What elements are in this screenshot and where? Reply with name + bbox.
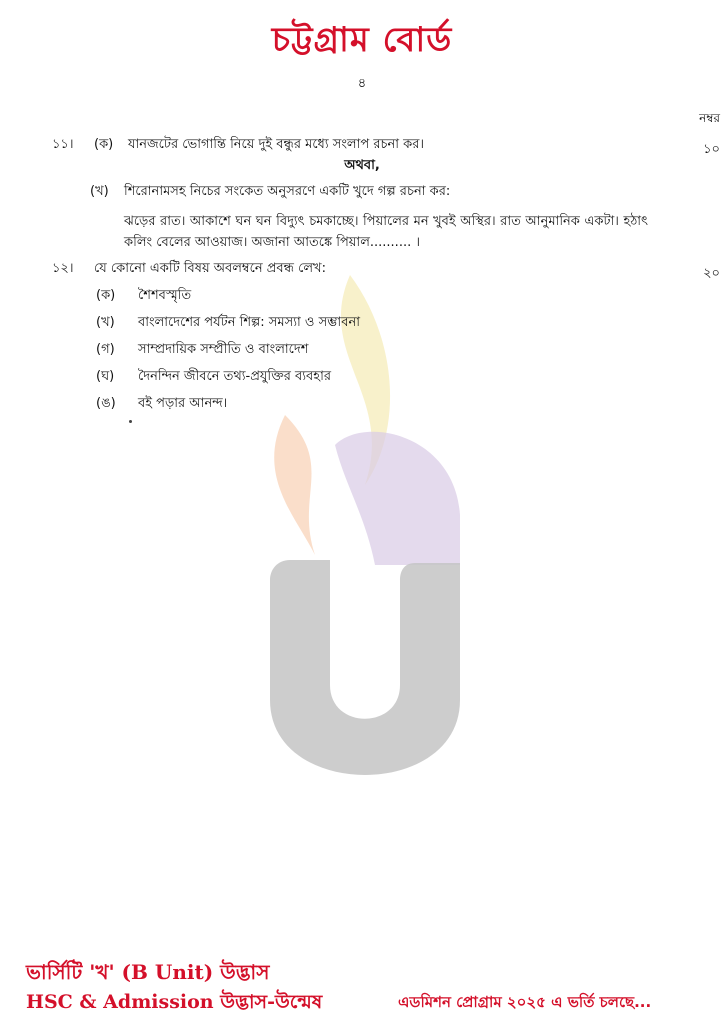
- page-number: ৪: [357, 76, 367, 91]
- footer-admission-line: HSC & Admission উদ্ভাস-উন্মেষ: [26, 991, 323, 1013]
- marks-q12: ২০: [703, 266, 720, 281]
- question-number: ১২।: [52, 261, 74, 276]
- stray-dot: [129, 420, 132, 423]
- essay-option: (গ) সাম্প্রদায়িক সম্প্রীতি ও বাংলাদেশ: [96, 342, 309, 357]
- question-number: ১১।: [52, 137, 74, 152]
- question-text: যে কোনো একটি বিষয় অবলম্বনে প্রবন্ধ লেখ:: [94, 261, 326, 276]
- board-title: চট্টগ্রাম বোর্ড: [271, 20, 453, 60]
- story-cue-paragraph: ঝড়ের রাত। আকাশে ঘন ঘন বিদ্যুৎ চমকাচ্ছে। পিয়ালের মন খুবই অস্থির। রাত আনুমানিক একটা। হঠাৎ কলিং বেলের আওয়াজ। অজানা আতঙ্কে পিয়াল.......... ।: [124, 214, 648, 250]
- question-text: যানজটের ভোগান্তি নিয়ে দুই বন্ধুর মধ্যে সংলাপ রচনা কর।: [128, 137, 425, 152]
- question-11-kha: [90, 183, 450, 201]
- part-label: (খ): [90, 184, 109, 199]
- essay-option: (ঙ) বই পড়ার আনন্দ।: [96, 396, 228, 411]
- marks-q11: ১০: [703, 142, 720, 157]
- marks-column-header: নম্বর: [699, 111, 720, 125]
- essay-option: (খ) বাংলাদেশের পর্যটন শিল্প: সমস্যা ও সম্ভাবনা: [96, 315, 360, 330]
- question-text: শিরোনামসহ নিচের সংকেত অনুসরণে একটি খুদে গল্প রচনা কর:: [124, 184, 451, 199]
- part-label: (ক): [94, 137, 114, 152]
- question-12: [52, 260, 326, 278]
- essay-option: (ক) শৈশবস্মৃতি: [96, 288, 192, 303]
- footer-varsity-line: ভার্সিটি 'খ' (B Unit) উদ্ভাস: [26, 960, 270, 984]
- or-separator: অথবা,: [344, 158, 380, 173]
- essay-option: (ঘ) দৈনন্দিন জীবনে তথ্য-প্রযুক্তির ব্যবহার: [96, 369, 332, 384]
- footer-admission-program: এডমিশন প্রোগ্রাম ২০২৫ এ ভর্তি চলছে...: [398, 993, 652, 1011]
- question-11-ka: [52, 136, 424, 154]
